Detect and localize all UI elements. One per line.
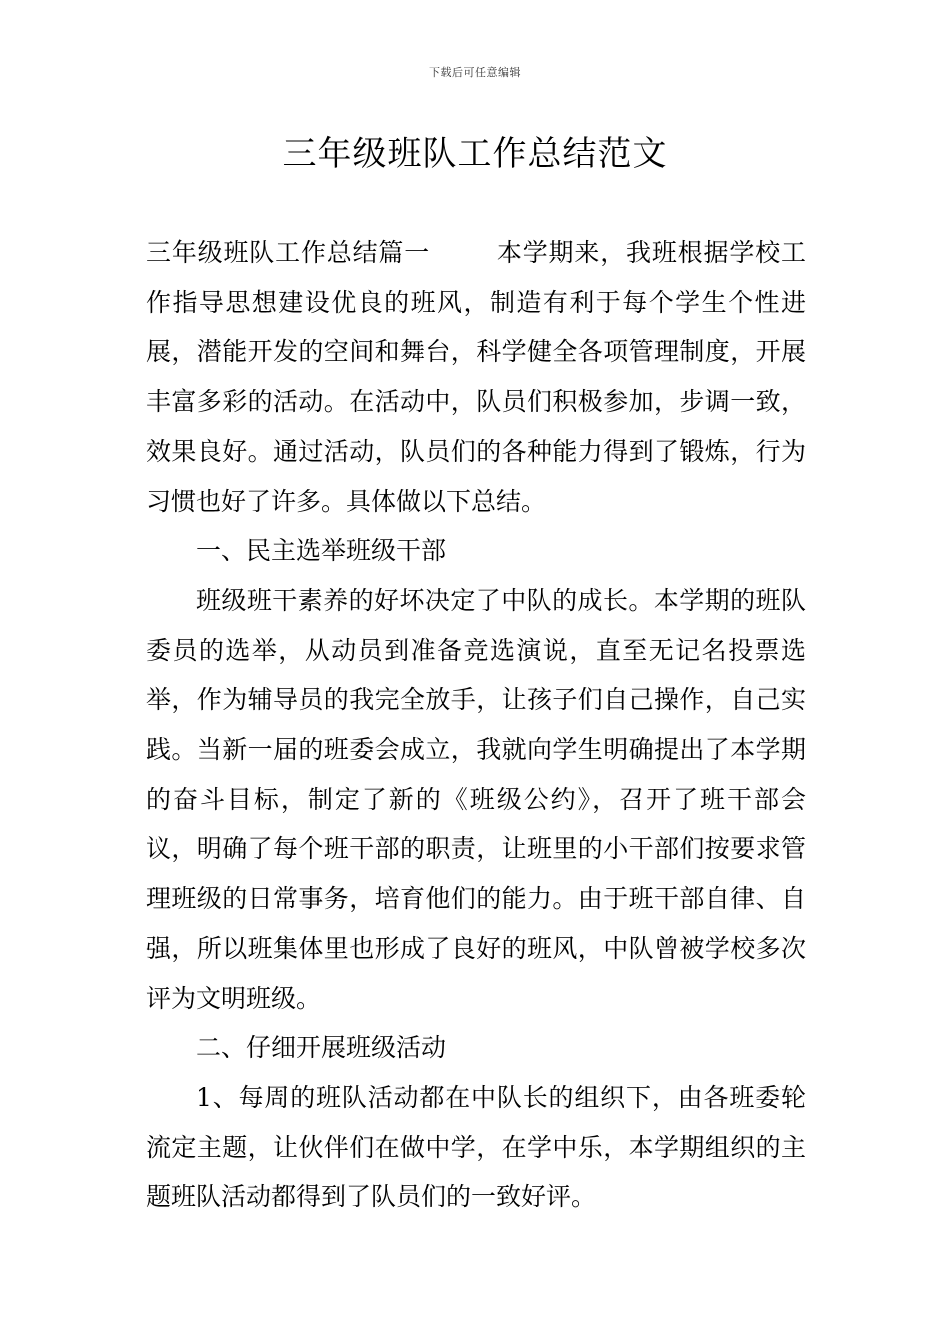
- paragraph-3: 1、每周的班队活动都在中队长的组织下，由各班委轮流定主题，让伙伴们在做中学，在学中乐，本学期组织的主题班队活动都得到了队员们的一致好评。: [146, 1082, 806, 1212]
- paragraph-text: 本学期来，我班根据学校工作指导思想建设优良的班风，制造有利于每个学生个性进展，潜能开发的空间和舞台，科学健全各项管理制度，开展丰富多彩的活动。在活动中，队员们积极参加，步调一致，效果良好。通过活动，队员们的各种能力得到了锻炼，行为习惯也好了许多。具体做以下总结。: [146, 238, 806, 516]
- section-heading-1: 一、民主选举班级干部: [196, 536, 447, 566]
- document-title: 三年级班队工作总结范文: [282, 134, 668, 174]
- header-note: 下载后可任意编辑: [429, 66, 521, 79]
- paragraph-intro: [146, 228, 806, 526]
- paragraph-2: 班级班干素养的好坏决定了中队的成长。本学期的班队委员的选举，从动员到准备竞选演说，直至无记名投票选举，作为辅导员的我完全放手，让孩子们自己操作，自己实践。当新一届的班委会成立，我就向学生明确提出了本学期的奋斗目标，制定了新的《班级公约》，召开了班干部会议，明确了每个班干部的职责，让班里的小干部们按要求管理班级的日常事务，培育他们的能力。由于班干部自律、自强，所以班集体里也形成了良好的班风，中队曾被学校多次评为文明班级。: [146, 585, 806, 1013]
- intro-heading: 三年级班队工作总结篇一: [146, 238, 431, 267]
- document-body: [146, 228, 806, 1222]
- section-heading-2: 二、仔细开展班级活动: [196, 1033, 447, 1063]
